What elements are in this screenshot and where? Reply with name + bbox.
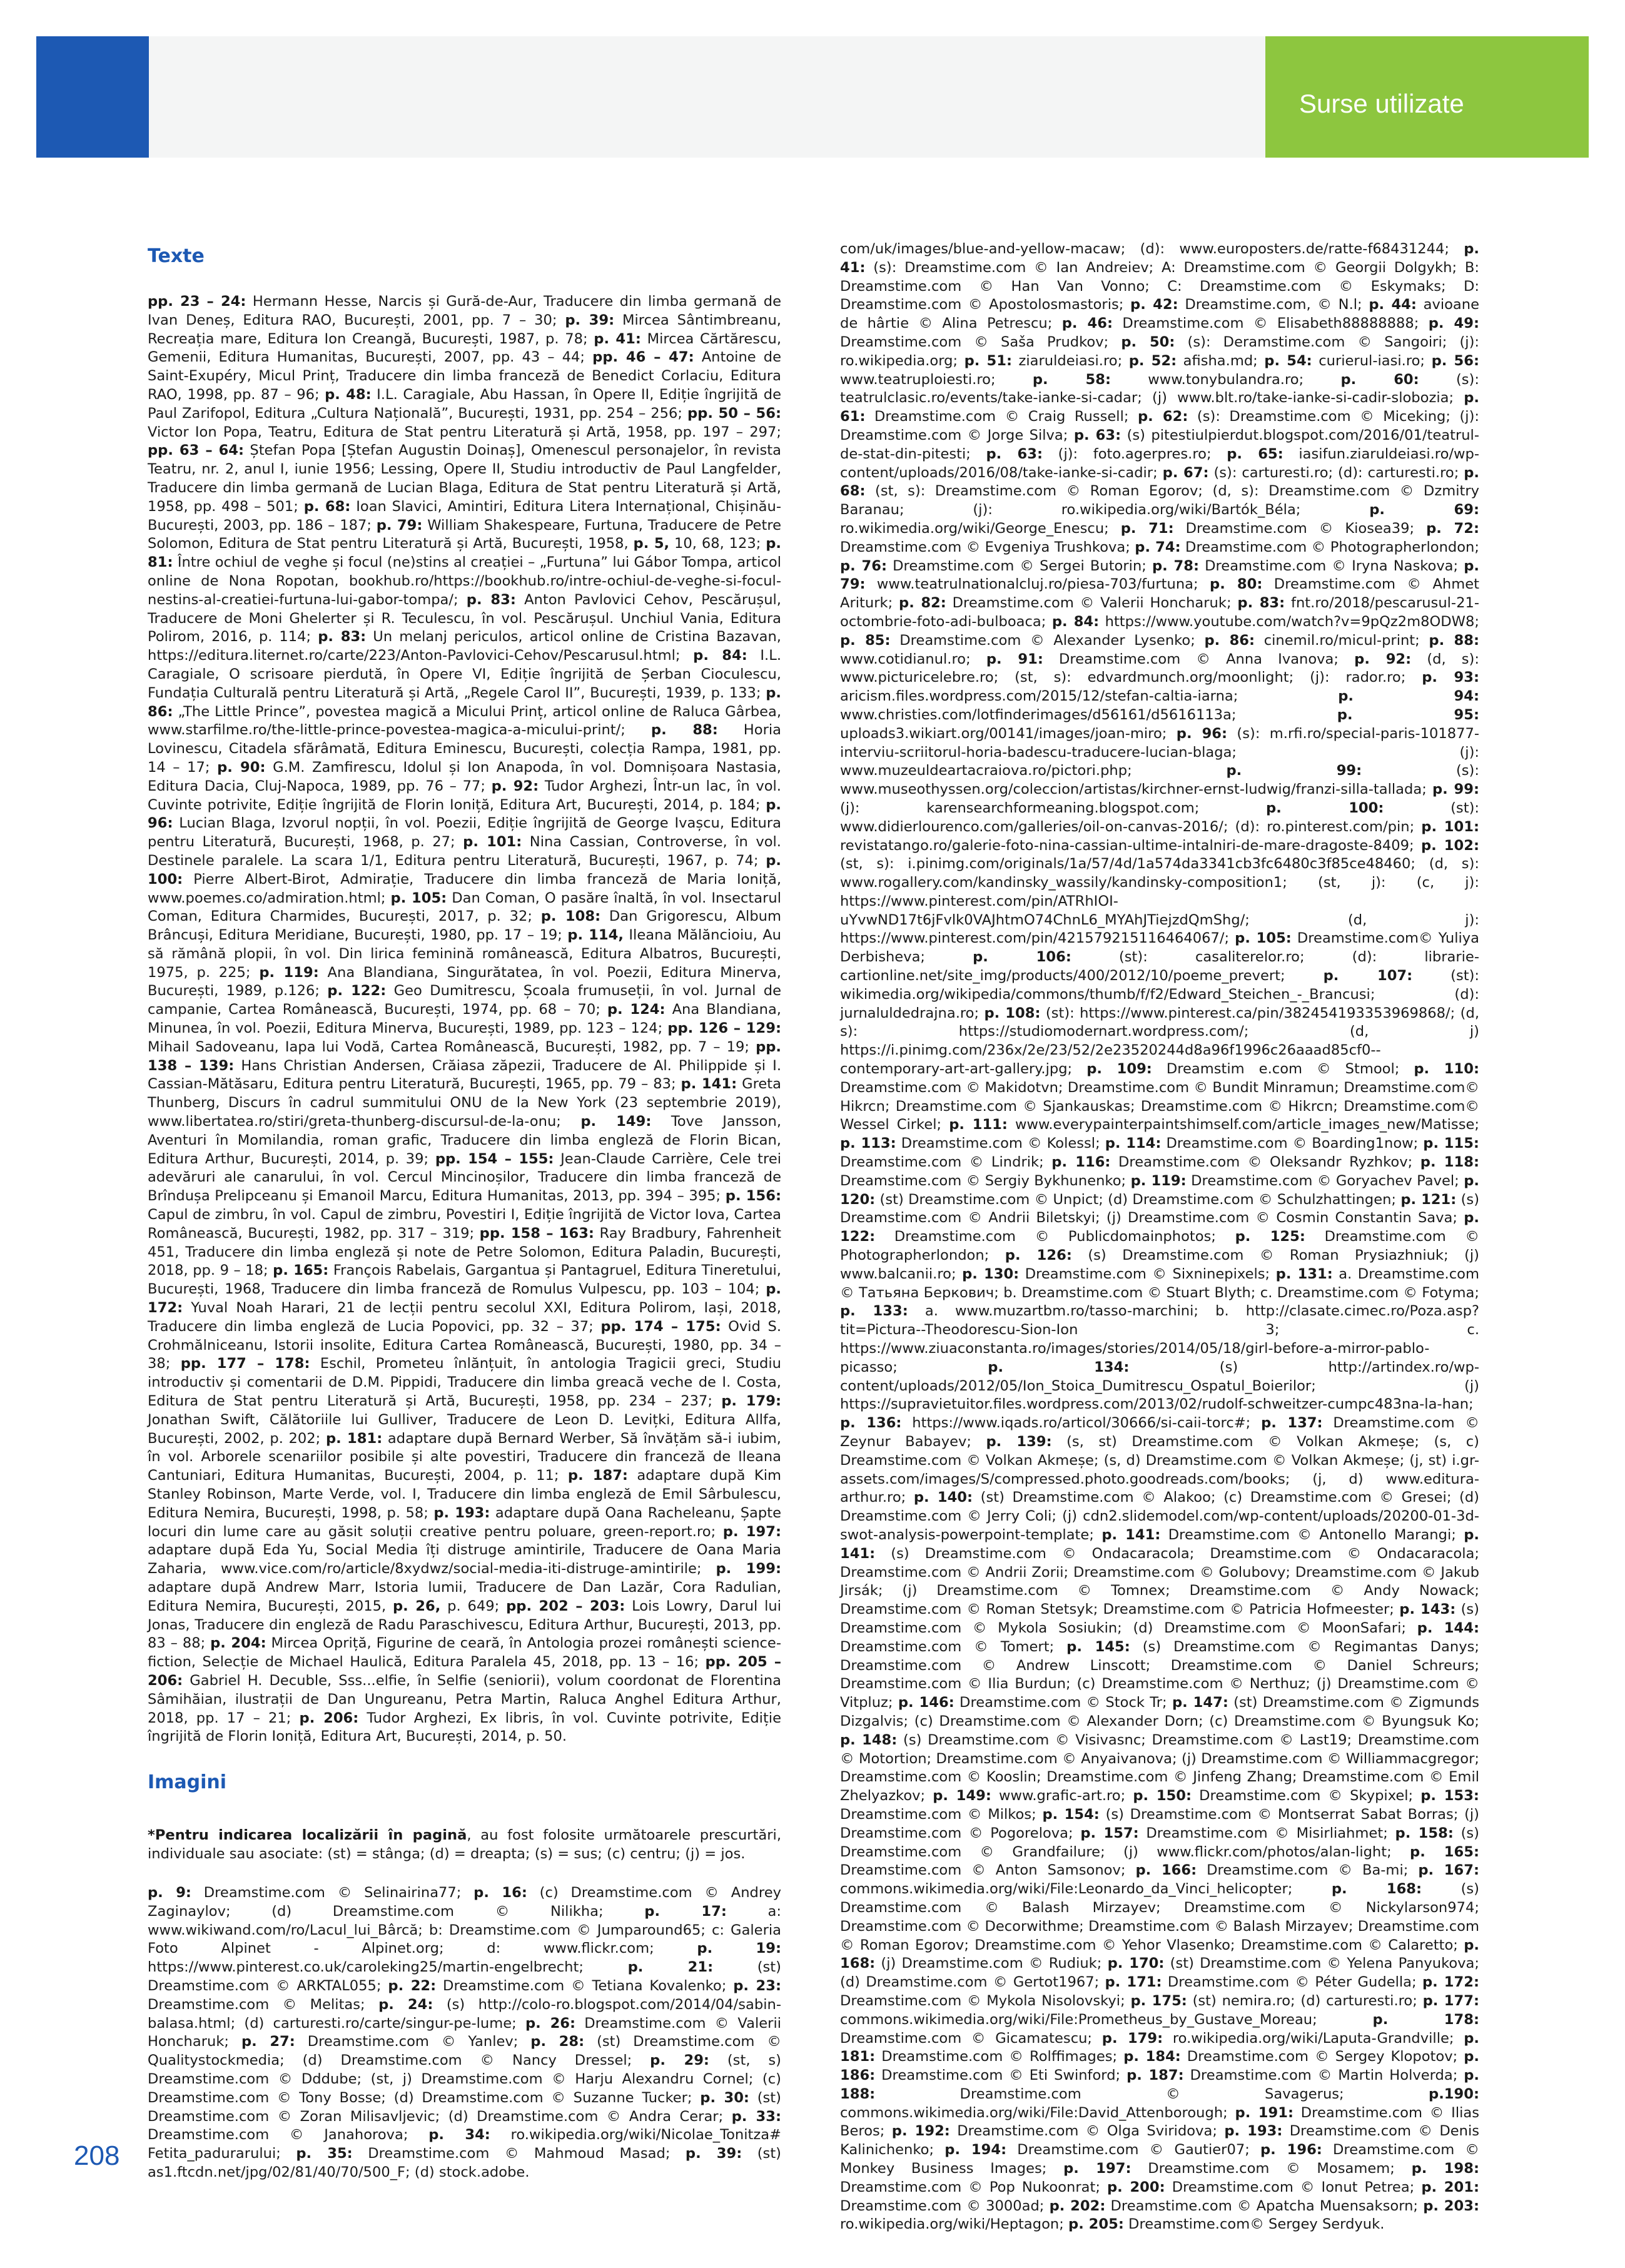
imagini-body-left (148, 1884, 781, 2182)
page-number: 208 (74, 2140, 120, 2171)
texte-heading: Texte (148, 245, 205, 267)
imagini-paragraph-left: p. 9: Dreamstime.com © Selinairina77; p. 16: (c) Dreamstime.com © Andrey Zaginaylov; (d) Dreamstime.com © Nilikha; p. 17: a: www.wikiwand.com/ro/Lacul_lui_Bârcă; b: Dreamstime.com © Jumparound65; c: Galeria Foto Alpinet - Alpinet.org; d: www.flickr.com; p. 19: https://www.pinterest.co.uk/caroleking25/martin-engelbrecht; p. 21: (st) Dreamstime.com © ARKTAL055; p. 22: Dreamstime.com © Tetiana Kovalenko; p. 23: Dreamstime.com © Melitas; p. 24: (s) http://colo-ro.blogspot.com/2014/04/sabin-balasa.html; (d) carturesti.ro/carte/singur-pe-lume; p. 26: Dreamstime.com © Valerii Honcharuk; p. 27: Dreamstime.com © Yanlev; p. 28: (st) Dreamstime.com © Qualitystockmedia; (d) Dreamstime.com © Nancy Dressel; p. 29: (st, s) Dreamstime.com © Dddube; (st, j) Dreamstime.com © Harju Alexandru Cornel; (c) Dreamstime.com © Tony Bosse; (d) Dreamstime.com © Suzanne Tucker; p. 30: (st) Dreamstime.com © Zoran Milisavljevic; (d) Dreamstime.com © Andra Cerar; p. 33: Dreamstime.com © Janahorova; p. 34: ro.wikipedia.org/wiki/Nicolae_Tonitza# Fetita_padurarului; p. 35: Dreamstime.com © Mahmoud Masad; p. 39: (st) as1.ftcdn.net/jpg/02/81/40/70/500_F; (d) stock.adobe. (148, 1885, 782, 2180)
imagini-note-text: , au fost folosite următoarele prescurtări, individuale sau asociate: (st) = stânga; (d) = dreapta; (s) = sus; (c) centru; (j) = jos. (148, 1827, 781, 1862)
imagini-body-right (840, 240, 1479, 2234)
imagini-note-bold: *Pentru indicarea localizării în pagină (148, 1827, 467, 1843)
imagini-paragraph-right: com/uk/images/blue-and-yellow-macaw; (d): www.europosters.de/ratte-f68431244; p. 41: (s): Dreamstime.com © Ian Andreiev; A: Dreamstime.com © Georgii Dolgykh; B: Dreamstime.com © Han Van Vonno; C: Dreamstime.com © Eskymaks; D: Dreamstime.com © Apostolosmastoris; p. 42: Dreamstime.com, © N.l; p. 44: avioane de hârtie © Alina Petrescu; p. 46: Dreamstime.com © Elisabeth88888888; p. 49: Dreamstime.com © Saša Prudkov; p. 50: (s): Deramstime.com © Sangoiri; (j): ro.wikipedia.org; p. 51: ziaruldeiasi.ro; p. 52: afisha.md; p. 54: curierul-iasi.ro; p. 56: www.teatruploiesti.ro; p. 58: www.tonybulandra.ro; p. 60: (s): teatrulclasic.ro/events/take-ianke-si-cadar; (j) www.blt.ro/take-ianke-si-cadir-slobozia; p. 61: Dreamstime.com © Craig Russell; p. 62: (s): Dreamstime.com © Miceking; (j): Dreamstime.com © Jorge Silva; p. 63: (s) pitestiulpierdut.blogspot.com/2016/01/teatrul-de-stat-din-pitesti; p. 63: (j): foto.agerpres.ro; p. 65: iasifun.ziaruldeiasi.ro/wp-content/uploads/2016/08/take-ianke-si-cadir; p. 67: (s): carturesti.ro; (d): carturesti.ro; p. 68: (st, s): Dreamstime.com © Roman Egorov; (d, s): Dreamstime.com © Dzmitry Baranau; (j): ro.wikipedia.org/wiki/Bartók_Béla; p. 69: ro.wikimedia.org/wiki/George_Enescu; p. 71: Dreamstime.com © Kiosea39; p. 72: Dreamstime.com © Evgeniya Trushkova; p. 74: Dreamstime.com © Photographerlondon; p. 76: Dreamstime.com © Sergei Butorin; p. 78: Dreamstime.com © Iryna Naskova; p. 79: www.teatrulnationalcluj.ro/piesa-703/furtuna; p. 80: Dreamstime.com © Ahmet Ariturk; p. 82: Dreamstime.com © Valerii Honcharuk; p. 83: fnt.ro/2018/pescarusul-21-octombrie-foto-adi-bulboaca; p. 84: https://www.youtube.com/watch?v=9pQz2m8ODW8; p. 85: Dreamstime.com © Alexander Lysenko; p. 86: cinemil.ro/micul-print; p. 88: www.cotidianul.ro; p. 91: Dreamstime.com © Anna Ivanova; p. 92: (d, s): www.picturicelebre.ro; (st, s): edvardmunch.org/moonlight; (j): rador.ro; p. 93: aricism.files.wordpress.com/2015/12/stefan-caltia-iarna; p. 94: www.christies.com/lotfinderimages/d56161/d5616113a; p. 95: uploads3.wikiart.org/00141/images/joan-miro; p. 96: (s): m.rfi.ro/special-paris-101877-interviu-scriitorul-horia-badescu-traducere-lucian-blaga; (j): www.muzeuldeartacraiova.ro/pictori.php; p. 99: (s): www.museothyssen.org/coleccion/artistas/kirchner-ernst-ludwig/franzi-silla-tallada; p. 99: (j): karensearchformeaning.blogspot.com; p. 100: (st): www.didierlourenco.com/galleries/oil-on-canvas-2016/; (d): ro.pinterest.com/pin; p. 101: revistatango.ro/galerie-foto-nina-cassian-ultime-intalniri-de-mare-dragoste-8409; p. 102: (st, s): i.pinimg.com/originals/1a/57/4d/1a574da3341cb3fc6480c3f85ce48460; (d, s): www.rogallery.com/kandinsky_wassily/kandinsky-composition1; (st, j): (c, j): https://www.pinterest.com/pin/ATRhIOI-uYvwND17t6jFvlk0VAJhtmO74ChnL6_MYAhJTiejzdQmShg/; (d, j): https://www.pinterest.com/pin/421579215116464067/; p. 105: Dreamstime.com© Yuliya Derbisheva; p. 106: (st): casaliterelor.ro; (d): librarie-cartionline.net/site_img/products/400/2012/10/poeme_prevert; p. 107: (st): wikimedia.org/wikipedia/commons/thumb/f/f2/Edward_Steichen_-_Brancusi; (d): jurnaluldedrajna.ro; p. 108: (st): https://www.pinterest.ca/pin/382454193353969868/; (d, s): https://studiomodernart.wordpress.com/; (d, j) https://i.pinimg.com/236x/2e/23/52/2e23520244d8a96f1996c26aaad85cf0--contemporary-art-art-gallery.jpg; p. 109: Dreamstim e.com © Stmool; p. 110: Dreamstime.com © Makidotvn; Dreamstime.com © Bundit Minramun; Dreamstime.com© Hikrcn; Dreamstime.com © Sjankauskas; Dreamstime.com © Hikrcn; Dreamstime.com© Wessel Cirkel; p. 111: www.everypainterpaintshimself.com/article_images_new/Matisse; p. 113: Dreamstime.com © Kolessl; p. 114: Dreamstime.com © Boarding1now; p. 115: Dreamstime.com © Lindrik; p. 116: Dreamstime.com © Oleksandr Ryzhkov; p. 118: Dreamstime.com © Sergiy Bykhunenko; p. 119: Dreamstime.com © Goryachev Pavel; p. 120: (st) Dreamstime.com © Unpict; (d) Dreamstime.com © Schulzhattingen; p. 121: (s) Dreamstime.com © Andrii Biletskyi; (j) Dreamstime.com © Cosmin Constantin Sava; p. 122: Dreamstime.com © Publicdomainphotos; p. 125: Dreamstime.com © Photographerlondon; p. 126: (s) Dreamstime.com © Roman Prysiazhniuk; (j) www.balcanii.ro; p. 130: Dreamstime.com © Sixninepixels; p. 131: a. Dreamstime.com © Татьяна Беркович; b. Dreamstime.com © Stuart Blyth; c. Dreamstime.com © Fotyma; p. 133: a. www.muzartbm.ro/tasso-marchini; b. http://clasate.cimec.ro/Poza.asp?tit=Pictura--Theodorescu-Sion-Ion 3; c. https://www.ziuaconstanta.ro/images/stories/2014/05/18/girl-before-a-mirror-pablo-picasso; p. 134: (s) http://artindex.ro/wp-content/uploads/2012/05/Ion_Stoica_Dumitrescu_Ospatul_Boierilor; (j) https://supravietuitor.files.wordpress.com/2013/02/rudolf-schweitzer-cumpc483na-la-han; p. 136: https://www.iqads.ro/articol/30666/si-caii-torc#; p. 137: Dreamstime.com © Zeynur Babayev; p. 139: (s, st) Dreamstime.com © Volkan Akmeșe; (s, c) Dreamstime.com © Volkan Akmeșe; (s, d) Dreamstime.com © Volkan Akmeșe; (j, st) i.gr-assets.com/images/S/compressed.photo.goodreads.com/books; (j, d) www.editura-arthur.ro; p. 140: (st) Dreamstime.com © Alakoo; (c) Dreamstime.com © Gresei; (d) Dreamstime.com © Jerry Coli; (j) cdn2.slidemodel.com/wp-content/uploads/20200-01-3d-swot-analysis-powerpoint-template; p. 141: Dreamstime.com © Antonello Marangi; p. 141: (s) Dreamstime.com © Ondacaracola; Dreamstime.com © Ondacaracola; Dreamstime.com © Andrii Zorii; Dreamstime.com © Golubovy; Dreamstime.com © Jakub Jirsák; (j) Dreamstime.com © Tomnex; Dreamstime.com © Andy Nowack; Dreamstime.com © Roman Stetsyk; Dreamstime.com © Patricia Hofmeester; p. 143: (s) Dreamstime.com © Mykola Sosiukin; (d) Dreamstime.com © MoonSafari; p. 144: Dreamstime.com © Tomert; p. 145: (s) Dreamstime.com © Regimantas Danys; Dreamstime.com © Andrew Linscott; Dreamstime.com © Daniel Schreurs; Dreamstime.com © Ilia Burdun; (c) Dreamstime.com © Nerthuz; (j) Dreamstime.com © Vitpluz; p. 146: Dreamstime.com © Stock Tr; p. 147: (st) Dreamstime.com © Zigmunds Dizgalvis; (c) Dreamstime.com © Alexander Dorn; (c) Dreamstime.com © Byungsuk Ko; p. 148: (s) Dreamstime.com © Visivasnc; Dreamstime.com © Last19; Dreamstime.com © Motortion; Dreamstime.com © Anyaivanova; (j) Dreamstime.com © Williammacgregor; Dreamstime.com © Kooslin; Dreamstime.com © Jinfeng Zhang; Dreamstime.com © Emil Zhelyazkov; p. 149: www.grafic-art.ro; p. 150: Dreamstime.com © Skypixel; p. 153: Dreamstime.com © Milkos; p. 154: (s) Dreamstime.com © Montserrat Sabat Borras; (j) Dreamstime.com © Pogorelova; p. 157: Dreamstime.com © Misirliahmet; p. 158: (s) Dreamstime.com © Grandfailure; (j) www.flickr.com/photos/alan-light; p. 165: Dreamstime.com © Anton Samsonov; p. 166: Dreamstime.com © Ba-mi; p. 167: commons.wikimedia.org/wiki/File:Leonardo_da_Vinci_helicopter; p. 168: (s) Dreamstime.com © Balash Mirzayev; Dreamstime.com © Nickylarson974; Dreamstime.com © Decorwithme; Dreamstime.com © Balash Mirzayev; Dreamstime.com © Roman Egorov; Dreamstime.com © Yehor Vlasenko; Dreamstime.com © Calaretto; p. 168: (j) Dreamstime.com © Rudiuk; p. 170: (st) Dreamstime.com © Yelena Panyukova; (d) Dreamstime.com © Gertot1967; p. 171: Dreamstime.com © Péter Gudella; p. 172: Dreamstime.com © Mykola Nisolovskyi; p. 175: (st) nemira.ro; (d) carturesti.ro; p. 177: commons.wikimedia.org/wiki/File:Prometheus_by_Gustave_Moreau; p. 178: Dreamstime.com © Gicamatescu; p. 179: ro.wikipedia.org/wiki/Laputa-Grandville; p. 181: Dreamstime.com © Rolffimages; p. 184: Dreamstime.com © Sergey Klopotov; p. 186: Dreamstime.com © Eti Swinford; p. 187: Dreamstime.com © Martin Holverda; p. 188: Dreamstime.com © Savagerus; p.190: commons.wikimedia.org/wiki/File:David_Attenborough; p. 191: Dreamstime.com © Ilias Beros; p. 192: Dreamstime.com © Olga Sviridova; p. 193: Dreamstime.com © Denis Kalinichenko; p. 194: Dreamstime.com © Gautier07; p. 196: Dreamstime.com © Monkey Business Images; p. 197: Dreamstime.com © Mosamem; p. 198: Dreamstime.com © Pop Nukoonrat; p. 200: Dreamstime.com © Ionut Petrea; p. 201: Dreamstime.com © 3000ad; p. 202: Dreamstime.com © Apatcha Muensaksorn; p. 203: ro.wikipedia.org/wiki/Heptagon; p. 205: Dreamstime.com© Sergey Serdyuk. (840, 241, 1480, 2233)
imagini-heading: Imagini (148, 1771, 227, 1793)
imagini-note (148, 1826, 781, 1864)
header-gray-band (149, 36, 1265, 158)
page-header (36, 36, 1589, 158)
texte-paragraph: pp. 23 – 24: Hermann Hesse, Narcis și Gură-de-Aur, Traducere din limba germană de Ivan Deneș, Editura RAO, București, 2001, pp. 7 – 30; p. 39: Mircea Sântimbreanu, Recreația mare, Editura Ion Creangă, București, 1987, p. 78; p. 41: Mircea Cărtărescu, Gemenii, Editura Humanitas, București, 2007, pp. 43 – 44; pp. 46 – 47: Antoine de Saint-Exupéry, Micul Prinț, Traducere din limba franceză de Benedict Corlaciu, Editura RAO, 1998, pp. 87 – 96; p. 48: I.L. Caragiale, Abu Hassan, în Opere II, Ediție îngrijită de Paul Zarifopol, Editura „Cultura Națională”, București, 1931, pp. 254 – 256; pp. 50 – 56: Victor Ion Popa, Teatru, Editura de Stat pentru Literatură și Artă, 1958, pp. 197 – 297; pp. 63 – 64: Ștefan Popa [Ștefan Augustin Doinaș], Omenescul personajelor, în revista Teatru, nr. 2, anul I, iunie 1956; Lessing, Opere II, Studiu introductiv de Paul Langfelder, Traducere din limba germană de Lucian Blaga, Editura de Stat pentru Literatură și Artă, 1958, pp. 498 – 501; p. 68: Ioan Slavici, Amintiri, Editura Litera Internațional, Chișinău-București, 2003, pp. 186 – 187; p. 79: William Shakespeare, Furtuna, Traducere de Petre Solomon, Editura de Stat pentru Literatură și Artă, București, 1958, p. 5, 10, 68, 123; p. 81: Între ochiul de veghe și focul (ne)stins al creației – „Furtuna” lui Gábor Tompa, articol online de Nona Ropotan, bookhub.ro/https://bookhub.ro/intre-ochiul-de-veghe-si-focul-nestins-al-creatiei-furtuna-lui-gabor-tompa/; p. 83: Anton Pavlovici Cehov, Pescărușul, Traducere de Moni Ghelerter și R. Teculescu, în vol. Pescărușul. Unchiul Vania, Editura Polirom, 2016, p. 114; p. 83: Un melanj periculos, articol online de Cristina Bazavan, https://editura.liternet.ro/carte/223/Anton-Pavlovici-Cehov/Pescarusul.html; p. 84: I.L. Caragiale, O scrisoare pierdută, în Opere VI, Ediție îngrijită de Șerban Cioculescu, Fundația Culturală pentru Literatură și Artă, „Regele Carol II”, București, 1939, p. 133; p. 86: „The Little Prince”, povestea magică a Micului Prinț, articol online de Raluca Gârbea, www.starfilme.ro/the-little-prince-povestea-magica-a-micului-print/; p. 88: Horia Lovinescu, Citadela sfărâmată, Editura Eminescu, București, colecția Rampa, 1981, pp. 14 – 17; p. 90: G.M. Zamfirescu, Idolul și Ion Anapoda, în vol. Domnișoara Nastasia, Editura Dacia, Cluj-Napoca, 1989, pp. 76 – 77; p. 92: Tudor Arghezi, Într-un lac, în vol. Cuvinte potrivite, Ediție îngrijită de Florin Ioniță, Editura Art, București, 2014, p. 184; p. 96: Lucian Blaga, Izvorul nopții, în vol. Poezii, Ediție îngrijită de George Ivașcu, Editura pentru Literatură, București, 1968, p. 27; p. 101: Nina Cassian, Controverse, în vol. Destinele paralele. La scara 1/1, Editura pentru Literatură, București, 1967, p. 74; p. 100: Pierre Albert-Birot, Admirație, Traducere din limba franceză de Maria Ioniță, www.poemes.co/admiration.html; p. 105: Dan Coman, O pasăre înaltă, în vol. Insectarul Coman, Editura Charmides, București, 2017, p. 32; p. 108: Dan Grigorescu, Album Brâncuși, Editura Meridiane, București, 1980, pp. 17 – 19; p. 114, Ileana Mălăncioiu, Au să rămână plopii, în vol. Din lirica feminină românească, Editura Albatros, București, 1975, p. 225; p. 119: Ana Blandiana, Singurătatea, în vol. Poezii, Editura Minerva, București, 1989, p.126; p. 122: Geo Dumitrescu, Școala frumuseții, în vol. Jurnal de campanie, Cartea Românească, București, 1974, pp. 68 – 70; p. 124: Ana Blandiana, Minunea, în vol. Poezii, Editura Minerva, București, 1989, pp. 123 – 124; pp. 126 – 129: Mihail Sadoveanu, Iapa lui Vodă, Cartea Românească, București, 1982, pp. 7 – 19; pp. 138 – 139: Hans Christian Andersen, Crăiasa zăpezii, Traducere de Al. Philippide și I. Cassian-Mătăsaru, Editura pentru Literatură, București, 1965, pp. 79 – 83; p. 141: Greta Thunberg, Discurs în cadrul summitului ONU de la New York (23 septembrie 2019), www.libertatea.ro/stiri/greta-thunberg-discursul-de-la-onu; p. 149: Tove Jansson, Aventuri în Momilandia, roman grafic, Traducere din limba engleză de Florin Bican, Editura Arthur, București, 2014, p. 39; pp. 154 – 155: Jean-Claude Carrière, Cele trei adevăruri ale canarului, în vol. Cercul Mincinoșilor, Traducere din limba franceză de Brîndușa Prelipceanu și Emanoil Marcu, Editura Humanitas, 2013, pp. 394 – 395; p. 156: Capul de zimbru, în vol. Capul de zimbru, Povestiri I, Ediție îngrijită de Victor Iova, Cartea Românească, București, 1982, pp. 317 – 319; pp. 158 – 163: Ray Bradbury, Fahrenheit 451, Traducere din limba engleză și note de Petre Solomon, Editura Paladin, București, 2018, pp. 9 – 18; p. 165: François Rabelais, Gargantua și Pantagruel, Editura Tineretului, București, 1968, Traducere din limba franceză de Romulus Vulpescu, pp. 103 – 104; p. 172: Yuval Noah Harari, 21 de lecții pentru secolul XXI, Editura Polirom, Iași, 2018, Traducere din limba engleză de Lucia Popovici, pp. 32 – 37; pp. 174 – 175: Ovid S. Crohmălniceanu, Istorii insolite, Editura Cartea Românească, București, 1980, pp. 34 – 38; pp. 177 – 178: Eschil, Prometeu înlănțuit, în antologia Tragicii greci, Studiu introductiv și comentarii de D.M. Pippidi, Traducere din limba greacă veche de I. Costa, Editura de Stat pentru Literatură și Artă, București, 1958, pp. 234 – 237; p. 179: Jonathan Swift, Călătoriile lui Gulliver, Traducere de Leon D. Levițki, Editura Allfa, București, 2002, p. 202; p. 181: adaptare după Bernard Werber, Să învățăm să-i iubim, în vol. Arborele scenariilor posibile și alte povestiri, Traducere din franceză de Ileana Cantuniari, Editura Humanitas, București, 2004, p. 11; p. 187: adaptare după Kim Stanley Robinson, Marte Verde, vol. I, Traducere din limba engleză de Emil Sârbulescu, Editura Nemira, București, 1998, p. 58; p. 193: adaptare după Oana Racheleanu, Șapte locuri din lume care au găsit soluții creative pentru poluare, green-report.ro; p. 197: adaptare după Eda Yu, Social Media îți distruge amintirile, Traducere de Oana Maria Zaharia, www.vice.com/ro/article/8xydwz/social-media-iti-distruge-amintirile; p. 199: adaptare după Andrew Marr, Istoria lumii, Traducere de Dan Lazăr, Cora Radulian, Editura Nemira, București, 2015, p. 26, p. 649; pp. 202 – 203: Lois Lowry, Darul lui Jonas, Traducere din engleză de Radu Paraschivescu, Editura Arthur, București, 2013, pp. 83 – 88; p. 204: Mircea Opriță, Figurine de ceară, în Antologia prozei românești science-fiction, Selecție de Michael Haulică, Editura Paralela 45, 2018, pp. 13 – 16; pp. 205 – 206: Gabriel H. Decuble, Sss...elfie, în Selfie (seniorii), volum coordonat de Florentina Sâmihăian, ilustrații de Dan Ungureanu, Petra Martin, Raluca Anghel Editura Arthur, 2018, pp. 17 – 21; p. 206: Tudor Arghezi, Ex libris, în vol. Cuvinte potrivite, Ediție îngrijită de Florin Ioniță, Editura Art, București, 2014, p. 50. (148, 293, 782, 1745)
header-blue-block (36, 36, 149, 158)
header-green-block (1265, 36, 1589, 158)
texte-body (148, 293, 781, 1746)
chapter-title: Surse utilizate (1299, 89, 1464, 118)
